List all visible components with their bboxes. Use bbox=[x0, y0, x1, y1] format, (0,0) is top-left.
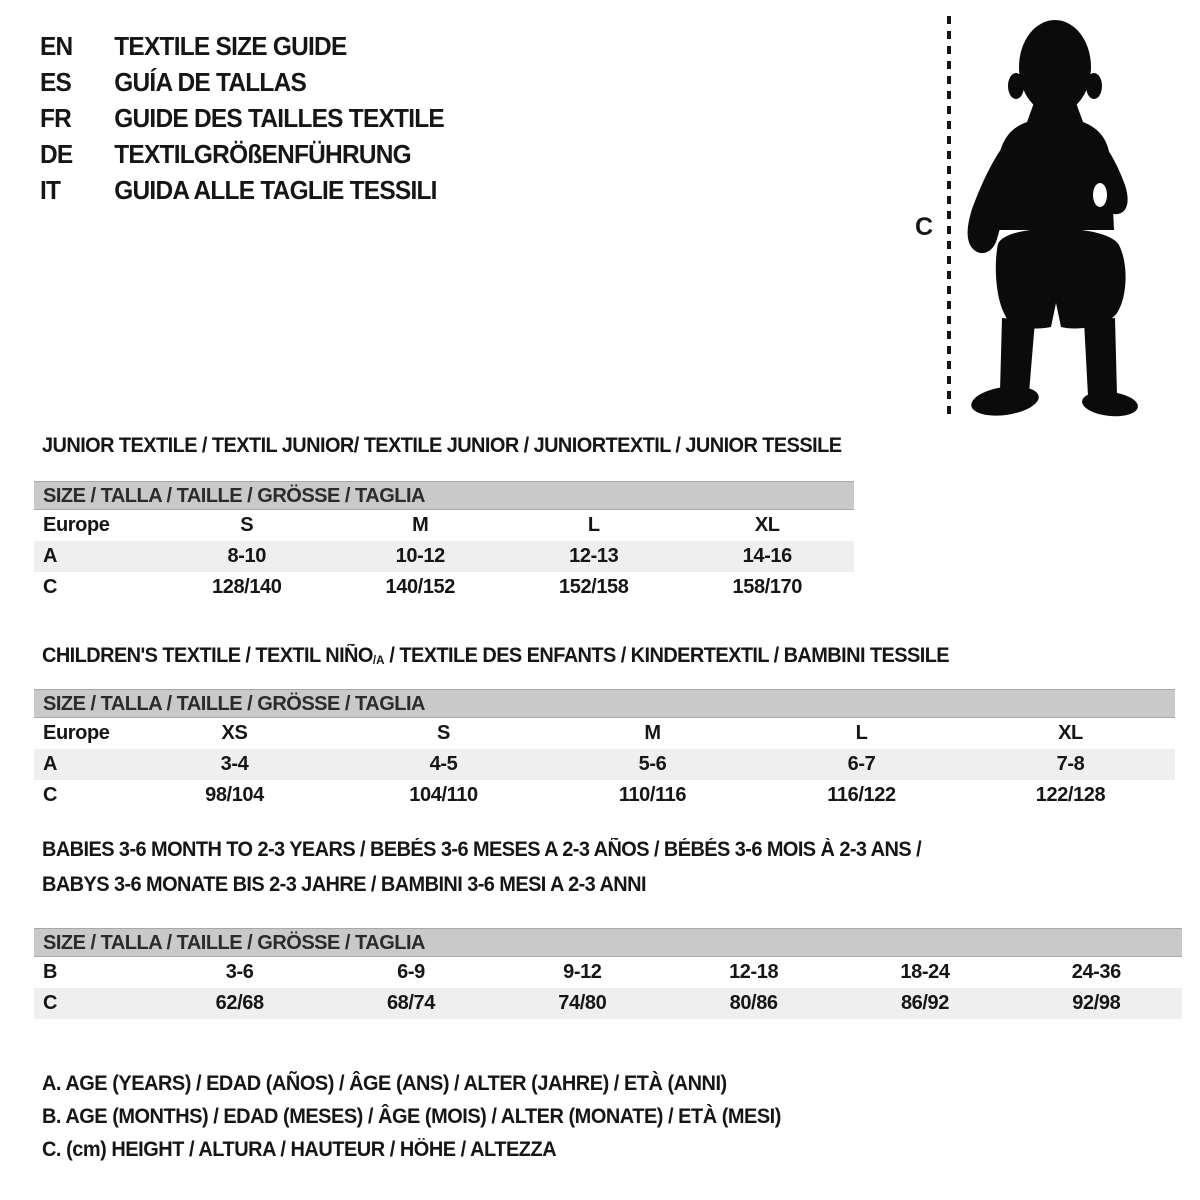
language-title-list bbox=[40, 28, 470, 208]
size-header-row: SIZE / TALLA / TAILLE / GRÖSSE / TAGLIA bbox=[34, 481, 854, 510]
size-cell: M bbox=[644, 722, 661, 744]
height-cell: 98/104 bbox=[205, 784, 264, 806]
language-code: ES bbox=[40, 66, 72, 97]
age-cell: 8-10 bbox=[227, 545, 266, 567]
language-row bbox=[40, 64, 444, 100]
toddler-silhouette-icon bbox=[956, 12, 1144, 424]
language-guide-title: TEXTILGRÖßENFÜHRUNG bbox=[114, 138, 411, 169]
height-cell: 152/158 bbox=[559, 576, 629, 598]
age-cell: 12-13 bbox=[569, 545, 619, 567]
language-code: DE bbox=[40, 138, 73, 169]
height-cell: 62/68 bbox=[215, 992, 264, 1014]
height-cell: 74/80 bbox=[558, 992, 607, 1014]
language-guide-title: TEXTILE SIZE GUIDE bbox=[114, 30, 347, 61]
junior-section-title: JUNIOR TEXTILE / TEXTIL JUNIOR/ TEXTILE JUNIOR / JUNIORTEXTIL / JUNIOR TESSILE bbox=[42, 434, 842, 457]
height-cell: 116/122 bbox=[827, 784, 896, 806]
babies-row-height-cm bbox=[34, 988, 1182, 1019]
age-cell: 12-18 bbox=[729, 961, 779, 983]
height-cell: 68/74 bbox=[386, 992, 436, 1014]
row-label: Europe bbox=[43, 722, 110, 744]
height-cell: 122/128 bbox=[1035, 784, 1106, 806]
row-label: Europe bbox=[43, 514, 110, 536]
language-row bbox=[40, 136, 444, 172]
size-cell: XS bbox=[221, 722, 248, 744]
height-cell: 104/110 bbox=[409, 784, 478, 806]
age-cell: 3-6 bbox=[225, 961, 254, 983]
size-cell: L bbox=[855, 722, 868, 744]
junior-row-height-cm bbox=[34, 572, 854, 603]
babies-section-title-line2: BABYS 3-6 MONATE BIS 2-3 JAHRE / BAMBINI 3-6 MESI A 2-3 ANNI bbox=[42, 873, 646, 896]
language-guide-title: GUIDA ALLE TAGLIE TESSILI bbox=[114, 174, 437, 205]
age-cell: 14-16 bbox=[742, 545, 792, 567]
height-cell: 110/116 bbox=[618, 784, 687, 806]
size-header-row: SIZE / TALLA / TAILLE / GRÖSSE / TAGLIA bbox=[34, 928, 1182, 957]
babies-section-title-line1: BABIES 3-6 MONTH TO 2-3 YEARS / BEBÉS 3-6 MESES A 2-3 AÑOS / BÉBÉS 3-6 MOIS À 2-3 ANS / bbox=[42, 838, 922, 861]
babies-row-age-months bbox=[34, 957, 1182, 988]
row-label: A bbox=[43, 753, 58, 775]
children-title-prefix: CHILDREN'S TEXTILE / TEXTIL NIÑO bbox=[42, 644, 373, 667]
language-row bbox=[40, 100, 444, 136]
row-label: C bbox=[43, 992, 58, 1014]
height-measure-label: C bbox=[915, 213, 934, 241]
babies-size-table bbox=[34, 928, 1182, 1019]
height-cell: 92/98 bbox=[1072, 992, 1121, 1014]
age-cell: 4-5 bbox=[429, 753, 458, 775]
language-guide-title: GUÍA DE TALLAS bbox=[114, 66, 307, 97]
age-cell: 6-7 bbox=[847, 753, 876, 775]
size-cell: XL bbox=[1058, 722, 1083, 744]
height-cell: 140/152 bbox=[385, 576, 455, 598]
language-code: EN bbox=[40, 30, 73, 61]
children-section-title bbox=[42, 644, 949, 668]
age-cell: 10-12 bbox=[395, 545, 445, 567]
children-row-height-cm bbox=[34, 780, 1175, 811]
size-cell: XL bbox=[754, 514, 780, 536]
junior-row-europe bbox=[34, 510, 854, 541]
children-title-suffix: / TEXTILE DES ENFANTS / KINDERTEXTIL / BAMBINI TESSILE bbox=[384, 644, 950, 667]
footnote-age-years: A. AGE (YEARS) / EDAD (AÑOS) / ÂGE (ANS) / ALTER (JAHRE) / ETÀ (ANNI) bbox=[42, 1072, 727, 1095]
age-cell: 3-4 bbox=[220, 753, 249, 775]
junior-size-table bbox=[34, 481, 854, 603]
height-cell: 158/170 bbox=[732, 576, 802, 598]
language-guide-title: GUIDE DES TAILLES TEXTILE bbox=[114, 102, 444, 133]
row-label: C bbox=[43, 576, 58, 598]
children-row-europe bbox=[34, 718, 1175, 749]
language-code: IT bbox=[40, 174, 61, 205]
size-cell: M bbox=[412, 514, 429, 536]
children-size-table bbox=[34, 689, 1175, 811]
footnote-height-cm: C. (cm) HEIGHT / ALTURA / HAUTEUR / HÖHE / ALTEZZA bbox=[42, 1138, 557, 1161]
size-cell: S bbox=[437, 722, 450, 744]
language-row bbox=[40, 172, 444, 208]
height-measure-dashed-line bbox=[946, 16, 952, 423]
row-label: C bbox=[43, 784, 58, 806]
age-cell: 18-24 bbox=[900, 961, 950, 983]
age-cell: 6-9 bbox=[397, 961, 425, 983]
children-title-sub: /A bbox=[372, 653, 385, 667]
row-label: A bbox=[43, 545, 58, 567]
age-cell: 9-12 bbox=[563, 961, 602, 983]
size-cell: S bbox=[240, 514, 254, 536]
age-cell: 7-8 bbox=[1056, 753, 1085, 775]
language-row bbox=[40, 28, 444, 64]
junior-row-age-years bbox=[34, 541, 854, 572]
language-code: FR bbox=[40, 102, 72, 133]
children-row-age-years bbox=[34, 749, 1175, 780]
size-cell: L bbox=[587, 514, 600, 536]
footnote-age-months: B. AGE (MONTHS) / EDAD (MESES) / ÂGE (MOIS) / ALTER (MONATE) / ETÀ (MESI) bbox=[42, 1105, 781, 1128]
row-label: B bbox=[43, 961, 58, 983]
age-cell: 5-6 bbox=[638, 753, 667, 775]
age-cell: 24-36 bbox=[1071, 961, 1121, 983]
height-cell: 80/86 bbox=[729, 992, 778, 1014]
height-cell: 86/92 bbox=[900, 992, 949, 1014]
height-cell: 128/140 bbox=[212, 576, 282, 598]
size-header-row: SIZE / TALLA / TAILLE / GRÖSSE / TAGLIA bbox=[34, 689, 1175, 718]
